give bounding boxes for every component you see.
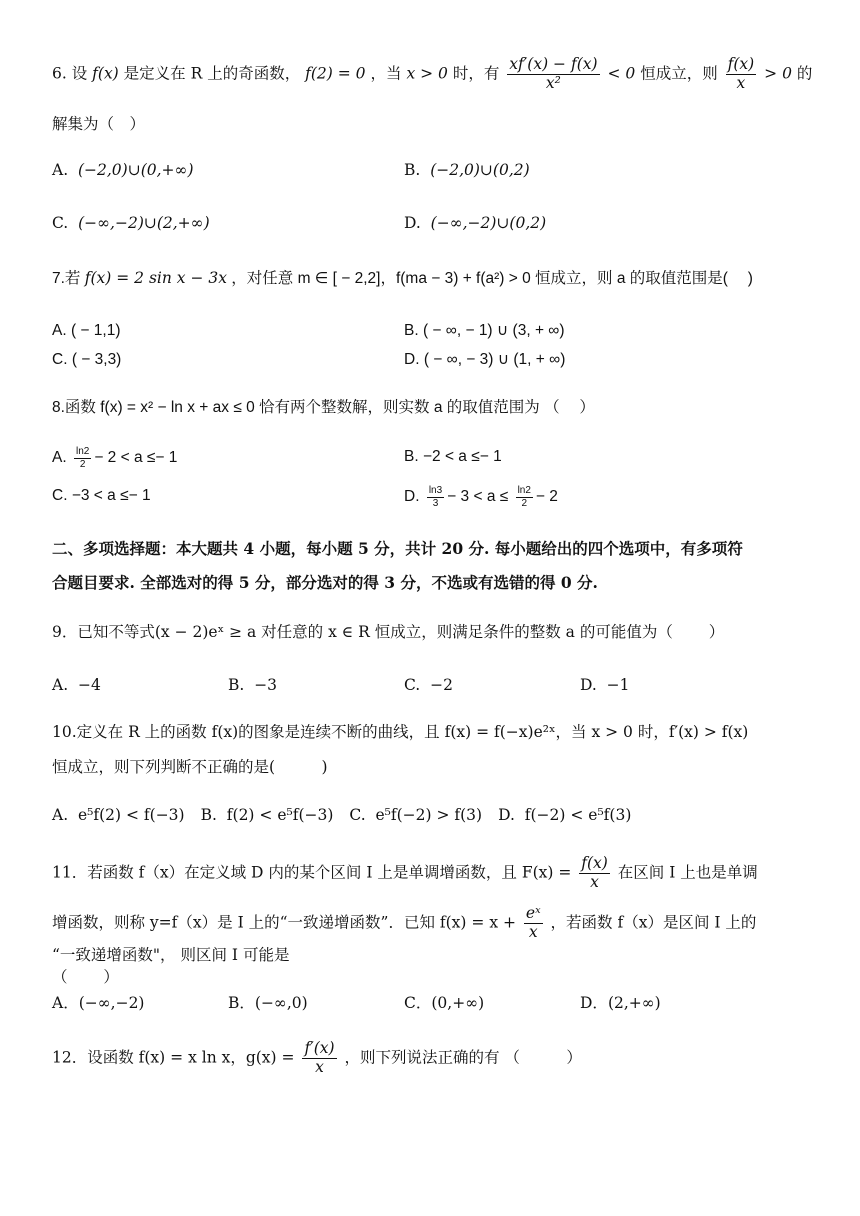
q12-text-b: ，则下列说法正确的有 （ ） [344, 1048, 582, 1067]
option-text: e⁵f(−2) > f(3) [375, 806, 483, 824]
q11-option-c[interactable] [404, 993, 580, 1015]
q6-text3: 时，有 [452, 64, 500, 83]
q6-fx: f(x) [92, 64, 119, 83]
q9-stem: 9．已知不等式(x − 2)eˣ ≥ a 对任意的 x ∈ R 恒成立，则满足条件的整数 a 的可能值为（ ） [52, 623, 725, 641]
q6-text1: 是定义在 R 上的奇函数， [123, 64, 301, 83]
option-text: (−∞,0) [254, 994, 308, 1012]
option-label: A. [52, 676, 69, 694]
q8-options-row2 [52, 485, 820, 509]
q11-text1b: 在区间 I 上也是单调 [617, 863, 758, 882]
option-label: C． [404, 994, 432, 1012]
frac-den: 2 [79, 458, 86, 470]
frac-den: 3 [432, 497, 439, 509]
q6-ineq1: < 0 [607, 64, 636, 83]
q9-options [52, 675, 820, 697]
q7-func: f(x) = 2 sin x − 3x [84, 269, 227, 287]
q9-option-a[interactable] [52, 675, 228, 697]
option-label: D． [580, 994, 608, 1012]
frac-den: x [590, 872, 599, 891]
q8-stem: 8.函数 f(x) = x² − ln x + ax ≤ 0 恰有两个整数解，则实数 a 的取值范围为 （ ） [52, 399, 595, 416]
q7-option-b[interactable] [404, 320, 756, 342]
q6-option-b[interactable] [404, 160, 756, 182]
q8-option-c[interactable] [52, 485, 404, 509]
q11-fraction1 [579, 855, 610, 892]
option-text: − 3 < a ≤ [447, 488, 509, 506]
option-label: A. [52, 322, 67, 339]
q11-options [52, 993, 820, 1015]
option-label: A. [52, 449, 67, 467]
q6-frac2-num: f(x) [727, 55, 755, 73]
option-text: (0,+∞) [431, 994, 485, 1012]
option-text: f(2) < e⁵f(−3) [226, 806, 334, 824]
frac-num: ln2 [75, 446, 90, 457]
q6-ineq2: > 0 [764, 64, 792, 83]
q6-frac1-num: xf′(x) − f(x) [509, 55, 598, 73]
frac-num: f′(x) [304, 1039, 335, 1057]
option-text: ( − 3,3) [71, 351, 122, 368]
option-label: C. [52, 487, 68, 504]
option-label: D. [404, 488, 420, 506]
option-label: B. [404, 322, 419, 339]
option-label: D. [404, 214, 421, 232]
q6-stem [52, 56, 820, 93]
q7-option-c[interactable] [52, 349, 404, 371]
option-text: −4 [77, 676, 101, 694]
option-text: − 2 [535, 488, 558, 506]
option-text: (−2,0)∪(0,2) [430, 161, 530, 179]
frac-den: x [528, 922, 538, 941]
frac-num: eˣ [525, 904, 541, 922]
frac-num: f(x) [581, 854, 608, 872]
q6-text2: ，当 [370, 64, 402, 83]
option-label: C. [349, 806, 366, 824]
option-text: ( − ∞, − 1) ∪ (3, + ∞) [422, 322, 565, 339]
option-label: C. [52, 351, 68, 368]
q11-option-a[interactable] [52, 993, 228, 1015]
q6-frac2-den: x [736, 73, 746, 92]
q10-option-c[interactable] [349, 805, 482, 827]
q8-option-b[interactable] [404, 446, 756, 470]
q6-options-row2 [52, 213, 820, 235]
q7-stem [52, 268, 820, 290]
q9-option-b[interactable] [228, 675, 404, 697]
option-label: B. [404, 161, 421, 179]
frac-num: ln3 [428, 485, 443, 496]
option-text: ( − ∞, − 3) ∪ (1, + ∞) [423, 351, 566, 368]
q10-options [52, 805, 820, 827]
option-text: e⁵f(2) < f(−3) [77, 806, 185, 824]
q7-option-a[interactable] [52, 320, 404, 342]
q7-intro: 7.若 [52, 270, 81, 287]
q6-intro: 6. 设 [52, 64, 88, 83]
q11-text1a: 11．若函数 f（x）在定义域 D 内的某个区间 I 上是单调增函数，且 F(x) = [52, 863, 572, 882]
option-label: B. [404, 448, 419, 465]
option-text: (2,+∞) [607, 994, 661, 1012]
section2-heading-line2: 合题目要求. 全部选对的得 5 分，部分选对的得 3 分，不选或有选错的得 0 分. [52, 573, 598, 592]
q8-a-fraction [74, 446, 91, 470]
option-text: (−∞,−2)∪(0,2) [430, 214, 547, 232]
option-label: D. [498, 806, 515, 824]
q6-frac1-den: x² [545, 73, 561, 92]
q11-stem-line3: “一致递增函数"， 则区间 I 可能是 [52, 946, 290, 964]
option-label: D. [580, 676, 597, 694]
option-label: D. [404, 351, 420, 368]
q12-fraction [302, 1040, 336, 1077]
q12-text-a: 12．设函数 f(x) = x ln x，g(x) = [52, 1048, 295, 1067]
option-label: A. [52, 806, 69, 824]
option-text: −3 < a ≤− 1 [71, 487, 151, 504]
q11-text2b: ，若函数 f（x）是区间 I 上的 [550, 913, 757, 932]
q8-d-fraction2 [516, 485, 533, 509]
option-label: C. [52, 214, 69, 232]
frac-num: ln2 [517, 485, 531, 496]
option-label: A. [52, 161, 69, 179]
option-text: −1 [606, 676, 630, 694]
q8-options-row1 [52, 446, 820, 470]
q6-option-c[interactable] [52, 213, 404, 235]
q10-stem-line2: 恒成立，则下列判断不正确的是( ) [52, 758, 328, 776]
option-text: (−∞,−2) [78, 994, 145, 1012]
q11-stem-line4: （ ） [52, 968, 119, 986]
q7-rest: ，对任意 m ∈ [ − 2,2]，f(ma − 3) + f(a²) > 0 恒成立，则 a 的取值范围是( ) [231, 270, 753, 287]
q7-options-row1 [52, 320, 820, 342]
q11-fraction2 [524, 905, 543, 942]
frac-den: x [315, 1057, 324, 1076]
q9-option-d[interactable] [580, 675, 756, 697]
q6-f2: f(2) = 0 [305, 64, 366, 83]
q6-options-row1 [52, 160, 820, 182]
q6-fraction1 [507, 56, 599, 93]
option-text: f(−2) < e⁵f(3) [524, 806, 632, 824]
option-text: −2 < a ≤− 1 [422, 448, 502, 465]
q11-option-d[interactable] [580, 993, 756, 1015]
q6-cond: x > 0 [406, 64, 448, 83]
option-text: −3 [254, 676, 278, 694]
option-text: −2 [430, 676, 453, 694]
q6-option-a[interactable] [52, 160, 404, 182]
option-text: ( − 1,1) [70, 322, 121, 339]
q12-stem [52, 1040, 820, 1077]
option-label: A． [52, 994, 79, 1012]
q11-stem-line1 [52, 855, 820, 892]
option-text: (−∞,−2)∪(2,+∞) [78, 214, 210, 232]
option-label: B. [228, 676, 245, 694]
q10-stem-line1: 10.定义在 R 上的函数 f(x)的图象是连续不断的曲线，且 f(x) = f(−x)e²ˣ，当 x > 0 时，f′(x) > f(x) [52, 723, 749, 741]
option-label: B． [228, 994, 255, 1012]
option-text: − 2 < a ≤− 1 [94, 449, 178, 467]
q6-option-d[interactable] [404, 213, 756, 235]
frac-den: 2 [521, 497, 528, 509]
q7-option-d[interactable] [404, 349, 756, 371]
q10-option-b[interactable] [201, 805, 334, 827]
q8-d-fraction1 [427, 485, 444, 509]
q10-option-a[interactable] [52, 805, 185, 827]
q6-fraction2 [726, 56, 757, 93]
section2-heading-line1: 二、多项选择题：本大题共 4 小题，每小题 5 分，共计 20 分. 每小题给出的四个选项中，有多项符 [52, 539, 743, 558]
option-label: C. [404, 676, 421, 694]
q6-stem-line2: 解集为（ ） [52, 115, 146, 133]
q6-text4: 恒成立，则 [640, 64, 718, 83]
q10-option-d[interactable] [498, 805, 631, 827]
q11-text2a: 增函数，则称 y=f（x）是 I 上的“一致递增函数”．已知 f(x) = x + [52, 913, 516, 932]
option-label: B. [200, 806, 217, 824]
q11-stem-line2 [52, 905, 820, 942]
q11-option-b[interactable] [228, 993, 404, 1015]
option-text: (−2,0)∪(0,+∞) [77, 161, 194, 179]
q7-options-row2 [52, 349, 820, 371]
q6-text5: 的 [796, 64, 813, 83]
q9-option-c[interactable] [404, 675, 580, 697]
q8-option-a[interactable] [52, 446, 404, 470]
q8-option-d[interactable] [404, 485, 756, 509]
